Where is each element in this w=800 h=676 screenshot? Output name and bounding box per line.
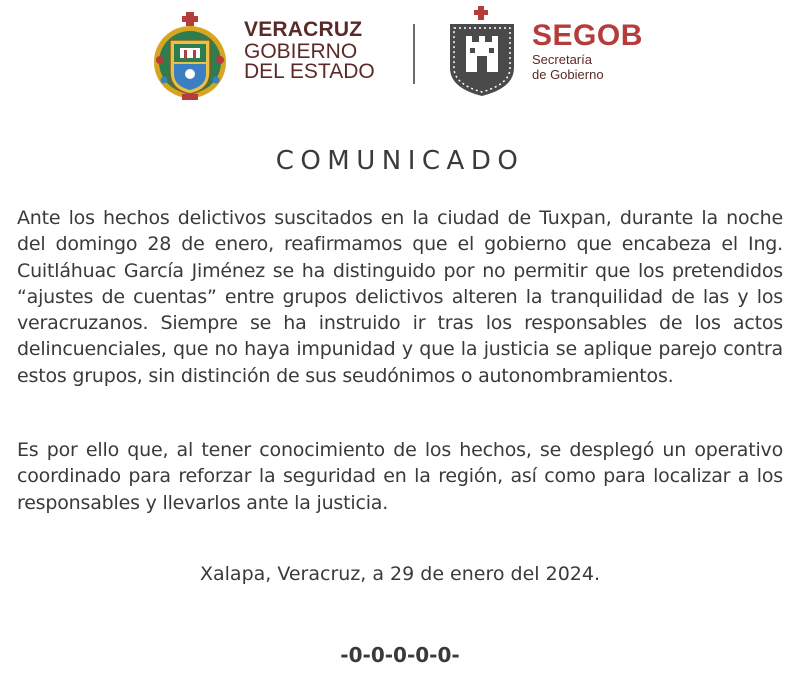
paragraph-1: Ante los hechos delictivos suscitados en la ciudad de Tuxpan, durante la noche del domingo 28 de enero, reafirmamos que el gobierno que encabeza el Ing. Cuitláhuac García Jiménez se ha distinguido por no permitir que los pretendidos “ajustes de cuentas” entre grupos delictivos alteren la tranquilidad de las y los veracruzanos. Siempre se ha instruido ir tras los responsables de los actos delincuenciales, que no haya impunidad y que la justicia se aplique parejo contra estos grupos, sin distinción de sus seudónimos o autonombramientos. [17, 207, 783, 387]
veracruz-line-1: VERACRUZ [244, 18, 363, 41]
veracruz-wordmark [244, 20, 375, 82]
segob-wordmark [532, 20, 643, 82]
segob-line-2: de Gobierno [532, 67, 604, 82]
veracruz-line-3: DEL ESTADO [244, 60, 375, 83]
segob-line-1: Secretaría [532, 52, 592, 67]
veracruz-line-2: GOBIERNO [244, 40, 358, 63]
paragraph-2: Es por ello que, al tener conocimiento de los hechos, se desplegó un operativo coordinado para reforzar la seguridad en la región, así como para localizar a los responsables y llevarlos ante la justicia. [17, 439, 783, 514]
place-and-date: Xalapa, Veracruz, a 29 de enero del 2024. [199, 563, 600, 585]
end-mark: -0-0-0-0-0- [340, 643, 460, 667]
segob-name: SEGOB [532, 19, 643, 52]
header-divider [413, 24, 415, 84]
veracruz-coat-of-arms [150, 10, 230, 102]
segob-emblem [440, 6, 524, 98]
document-title: COMUNICADO [275, 146, 525, 176]
header [0, 0, 800, 110]
